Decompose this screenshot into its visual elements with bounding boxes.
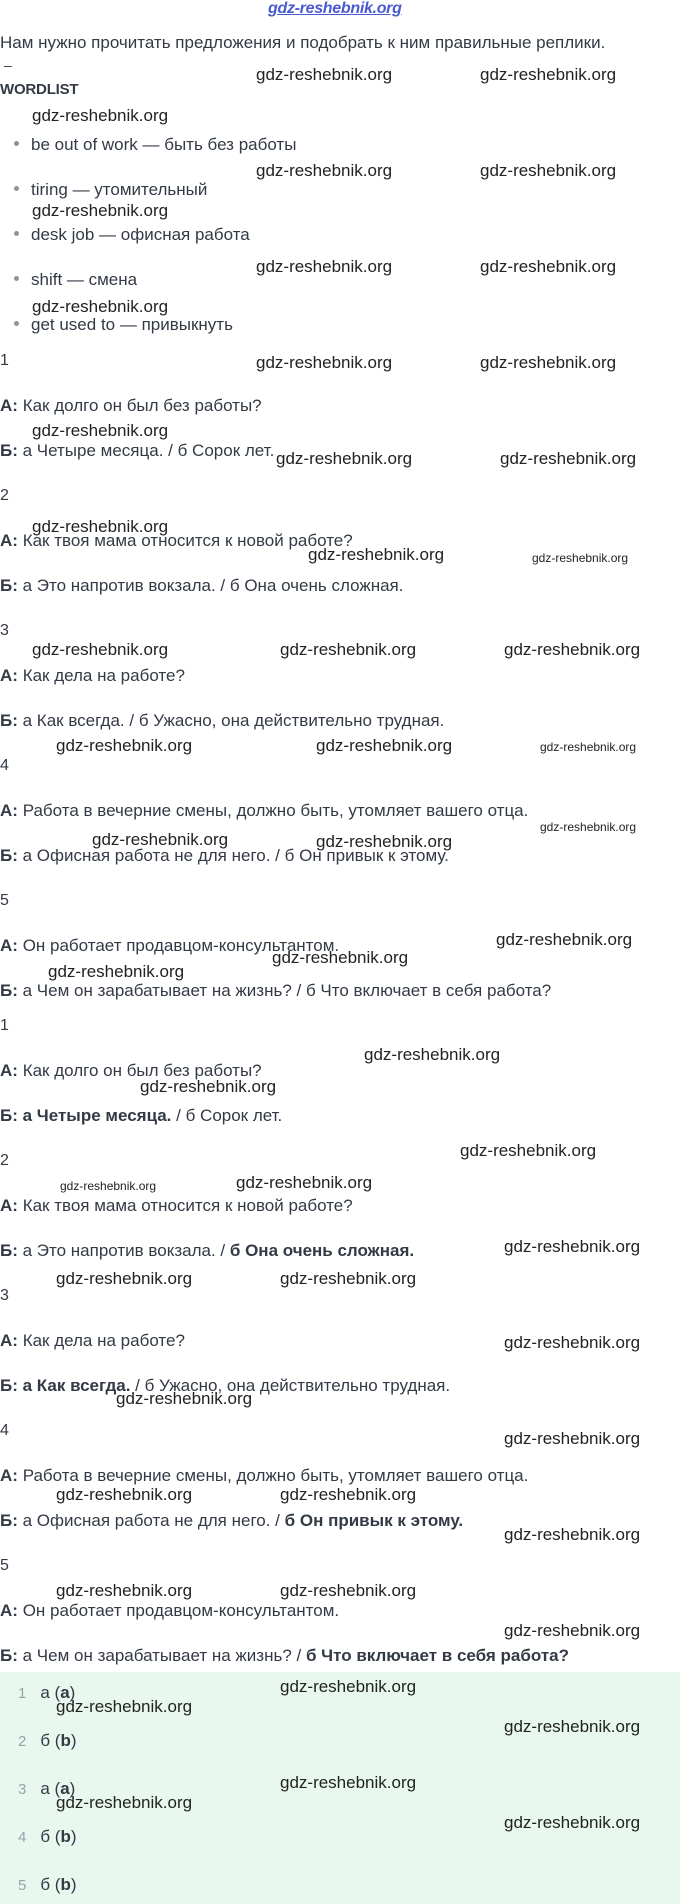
watermark: gdz-reshebnik.org — [504, 1525, 641, 1544]
watermark: gdz-reshebnik.org — [272, 948, 409, 967]
watermark: gdz-reshebnik.org — [316, 832, 453, 851]
watermark: gdz-reshebnik.org — [504, 1621, 641, 1640]
watermark: gdz-reshebnik.org — [280, 1581, 417, 1600]
dialogue-line-b: Б: а Это напротив вокзала. / б Она очень сложная. — [0, 576, 404, 595]
bullet-icon — [14, 231, 19, 236]
watermark: gdz-reshebnik.org — [504, 1429, 641, 1448]
collapse-marker: ‒ — [4, 57, 12, 73]
solution-line-a: А: Работа в вечерние смены, должно быть, утомляет вашего отца. — [0, 1466, 529, 1485]
answer-row: 1 а (a) — [18, 1683, 76, 1702]
watermark: gdz-reshebnik.org — [280, 640, 417, 659]
watermark: gdz-reshebnik.org — [56, 1581, 193, 1600]
watermark: gdz-reshebnik.org — [56, 1697, 193, 1716]
watermark: gdz-reshebnik.org — [32, 517, 169, 536]
solution-line-b: Б: а Это напротив вокзала. / б Она очень сложная. — [0, 1241, 415, 1260]
solution-line-a: А: Как дела на работе? — [0, 1331, 185, 1350]
bullet-icon — [14, 276, 19, 281]
solution-line-b: Б: а Офисная работа не для него. / б Он привык к этому. — [0, 1511, 464, 1530]
bullet-icon — [14, 141, 19, 146]
watermark: gdz-reshebnik.org — [32, 201, 169, 220]
answer-row: 3 а (a) — [18, 1779, 76, 1798]
watermark: gdz-reshebnik.org — [480, 161, 617, 180]
solution-line-a: А: Как твоя мама относится к новой работе? — [0, 1196, 353, 1215]
solution-line-b: Б: а Как всегда. / б Ужасно, она действительно трудная. — [0, 1376, 451, 1395]
dialogue-line-b: Б: а Как всегда. / б Ужасно, она действительно трудная. — [0, 711, 445, 730]
watermark: gdz-reshebnik.org — [460, 1141, 597, 1160]
watermark: gdz-reshebnik.org — [532, 551, 629, 565]
watermark: gdz-reshebnik.org — [92, 830, 229, 849]
watermark: gdz-reshebnik.org — [56, 736, 193, 755]
exercise-number: 5 — [0, 892, 9, 909]
bullet-icon — [14, 186, 19, 191]
wordlist-item: tiring — утомительный — [14, 180, 207, 200]
watermark: gdz-reshebnik.org — [500, 449, 637, 468]
watermark: gdz-reshebnik.org — [480, 353, 617, 372]
solution-number: 5 — [0, 1557, 9, 1574]
correct-answer: б Что включает в себя работа? — [305, 1646, 570, 1665]
bullet-icon — [14, 321, 19, 326]
solution-number: 3 — [0, 1287, 9, 1304]
dialogue-line-a: А: Он работает продавцом-консультантом. — [0, 936, 340, 955]
watermark: gdz-reshebnik.org — [504, 1237, 641, 1256]
watermark: gdz-reshebnik.org — [280, 1485, 417, 1504]
solution-number: 1 — [0, 1017, 9, 1034]
watermark: gdz-reshebnik.org — [56, 1269, 193, 1288]
watermark: gdz-reshebnik.org — [540, 740, 637, 754]
correct-answer: б Она очень сложная. — [229, 1241, 415, 1260]
dialogue-line-b: Б: а Четыре месяца. / б Сорок лет. — [0, 441, 275, 460]
watermark: gdz-reshebnik.org — [540, 820, 637, 834]
watermark: gdz-reshebnik.org — [56, 1485, 193, 1504]
solution-line-a: А: Он работает продавцом-консультантом. — [0, 1601, 340, 1620]
watermark: gdz-reshebnik.org — [60, 1179, 157, 1193]
watermark: gdz-reshebnik.org — [480, 65, 617, 84]
watermark: gdz-reshebnik.org — [364, 1045, 501, 1064]
dialogue-line-b: Б: а Офисная работа не для него. / б Он привык к этому. — [0, 846, 449, 865]
watermark: gdz-reshebnik.org — [56, 1793, 193, 1812]
exercise-number: 4 — [0, 757, 9, 774]
dialogue-line-a: А: Как дела на работе? — [0, 666, 185, 685]
wordlist-item: get used to — привыкнуть — [14, 315, 233, 335]
correct-answer: б Он привык к этому. — [284, 1511, 464, 1530]
task-instruction: Нам нужно прочитать предложения и подобрать к ним правильные реплики. — [0, 33, 606, 52]
watermark: gdz-reshebnik.org — [32, 106, 169, 125]
solution-line-a: А: Как долго он был без работы? — [0, 1061, 262, 1080]
answer-row: 2 б (b) — [18, 1731, 77, 1750]
watermark: gdz-reshebnik.org — [280, 1269, 417, 1288]
watermark: gdz-reshebnik.org — [504, 640, 641, 659]
answer-row: 4 б (b) — [18, 1827, 77, 1846]
exercise-number: 1 — [0, 352, 9, 369]
wordlist-title: WORDLIST — [0, 81, 79, 98]
wordlist-item: be out of work — быть без работы — [14, 135, 296, 155]
watermark: gdz-reshebnik.org — [504, 1813, 641, 1832]
solution-number: 4 — [0, 1422, 9, 1439]
watermark: gdz-reshebnik.org — [32, 640, 169, 659]
correct-answer: а Четыре месяца. — [22, 1106, 172, 1125]
wordlist-item: shift — смена — [14, 270, 137, 290]
watermark: gdz-reshebnik.org — [280, 1677, 417, 1696]
watermark: gdz-reshebnik.org — [280, 1773, 417, 1792]
dialogue-line-a: А: Работа в вечерние смены, должно быть, утомляет вашего отца. — [0, 801, 529, 820]
watermark: gdz-reshebnik.org — [32, 421, 169, 440]
solution-number: 2 — [0, 1152, 9, 1169]
exercise-number: 2 — [0, 487, 9, 504]
site-title-link[interactable]: gdz-reshebnik.org — [268, 0, 402, 17]
watermark: gdz-reshebnik.org — [504, 1333, 641, 1352]
solution-line-b: Б: а Четыре месяца. / б Сорок лет. — [0, 1106, 283, 1125]
correct-answer: а Как всегда. — [22, 1376, 131, 1395]
watermark: gdz-reshebnik.org — [116, 1389, 253, 1408]
watermark: gdz-reshebnik.org — [308, 545, 445, 564]
watermark: gdz-reshebnik.org — [32, 297, 169, 316]
wordlist-item: desk job — офисная работа — [14, 225, 250, 245]
watermark: gdz-reshebnik.org — [256, 257, 393, 276]
solution-line-b: Б: а Чем он зарабатывает на жизнь? / б Что включает в себя работа? — [0, 1646, 570, 1665]
watermark: gdz-reshebnik.org — [256, 65, 393, 84]
watermark: gdz-reshebnik.org — [256, 161, 393, 180]
watermark: gdz-reshebnik.org — [256, 353, 393, 372]
watermark: gdz-reshebnik.org — [316, 736, 453, 755]
answer-row: 5 б (b) — [18, 1875, 77, 1894]
watermark: gdz-reshebnik.org — [276, 449, 413, 468]
watermark: gdz-reshebnik.org — [48, 962, 185, 981]
dialogue-line-a: А: Как долго он был без работы? — [0, 396, 262, 415]
watermark: gdz-reshebnik.org — [140, 1077, 277, 1096]
watermark: gdz-reshebnik.org — [504, 1717, 641, 1736]
dialogue-line-a: А: Как твоя мама относится к новой работе? — [0, 531, 353, 550]
watermark: gdz-reshebnik.org — [496, 930, 633, 949]
dialogue-line-b: Б: а Чем он зарабатывает на жизнь? / б Что включает в себя работа? — [0, 981, 552, 1000]
watermark: gdz-reshebnik.org — [236, 1173, 373, 1192]
watermark: gdz-reshebnik.org — [480, 257, 617, 276]
exercise-number: 3 — [0, 622, 9, 639]
